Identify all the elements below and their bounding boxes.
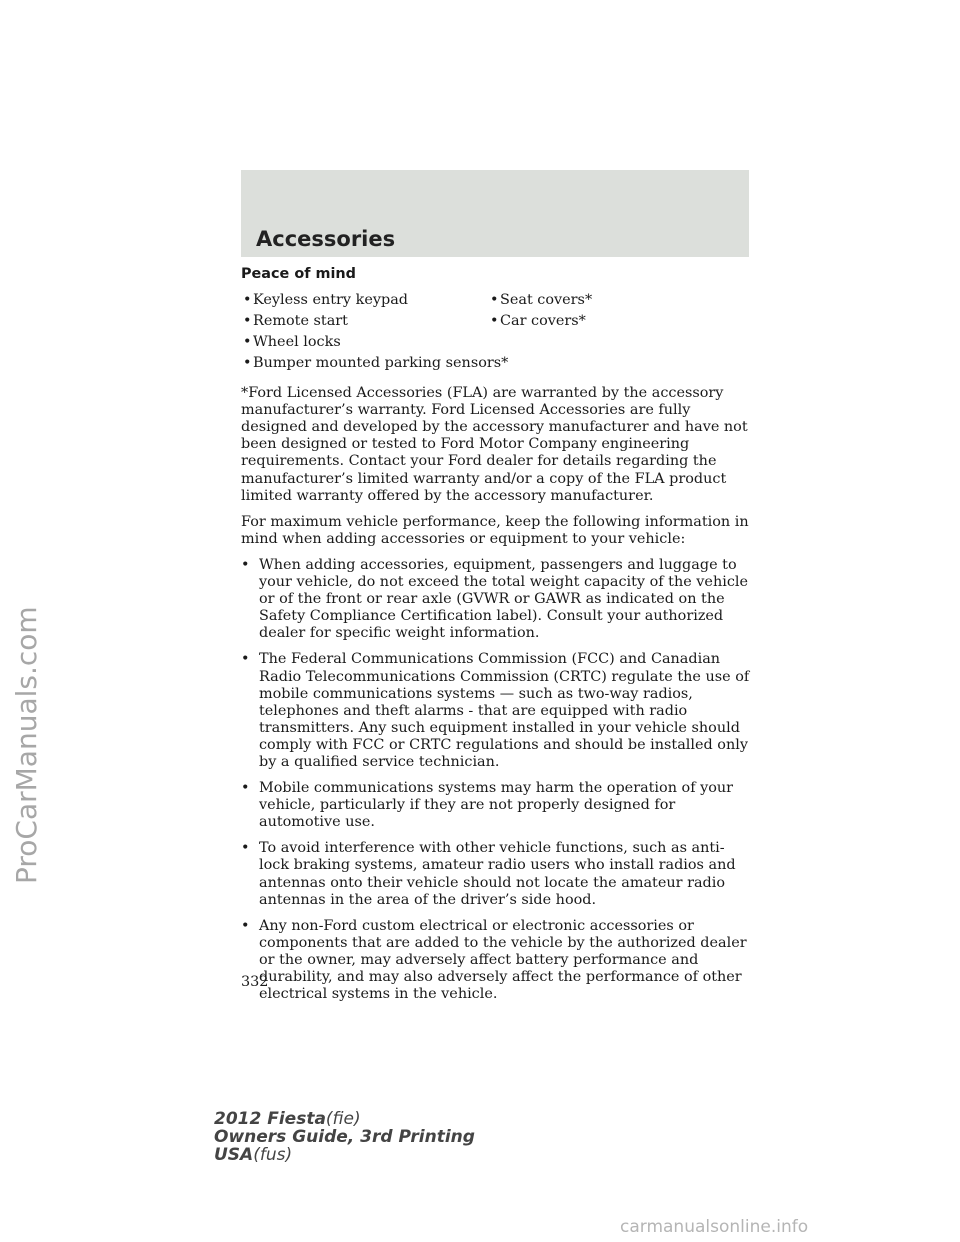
subheading: Peace of mind [241, 266, 356, 282]
page-content [241, 266, 751, 1012]
page-number: 332 [241, 974, 269, 990]
footer-guide: Owners Guide, 3rd Printing [214, 1127, 475, 1147]
list-item: • Bumper mounted parking sensors* [243, 355, 509, 372]
footer-market-code: (fus) [253, 1145, 293, 1165]
side-watermark: ProCarManuals.com [10, 606, 43, 884]
accessory-list [241, 292, 751, 385]
list-item: • Mobile communications systems may harm the operation of your vehicle, particularly if they are not properly designed for automotive use. [241, 780, 734, 831]
fla-warranty-paragraph: *Ford Licensed Accessories (FLA) are warranted by the accessory manufacturer’s warranty. Ford Licensed Accessories are fully designed and developed by the accessory manufacturer and have not been designed or tested to Ford Motor Company engineering requirements. Contact your Ford dealer for details regarding the manufacturer’s limited warranty and/or a copy of the FLA product limited warranty offered by the accessory manufacturer. [241, 385, 748, 504]
list-item: • To avoid interference with other vehicle functions, such as anti-lock braking systems, amateur radio users who install radios and antennas onto their vehicle should not locate the amateur radio antennas in the area of the driver’s side hood. [241, 840, 736, 908]
list-item: • When adding accessories, equipment, passengers and luggage to your vehicle, do not exceed the total weight capacity of the vehicle or of the front or rear axle (GVWR or GAWR as indicated on the Safety Compliance Certification label). Consult your authorized dealer for specific weight information. [241, 556, 748, 642]
performance-intro-paragraph: For maximum vehicle performance, keep the following information in mind when adding accessories or equipment to your vehicle: [241, 513, 749, 547]
list-item: • Keyless entry keypad [243, 292, 408, 309]
list-item: • Wheel locks [243, 334, 341, 351]
footer-publication-info [214, 1110, 475, 1164]
bottom-watermark: carmanualsonline.info [620, 1217, 809, 1237]
guidance-bullet-list [241, 557, 751, 1003]
list-item: • Car covers* [490, 313, 586, 330]
list-item: • Seat covers* [490, 292, 593, 309]
list-item: • Any non-Ford custom electrical or electronic accessories or components that are added to the vehicle by the authorized dealer or the owner, may adversely affect battery performance and durability, and may also adversely affect the performance of other electrical systems in the vehicle. [241, 917, 747, 1003]
footer-market: USA [214, 1145, 254, 1165]
list-item: • The Federal Communications Commission (FCC) and Canadian Radio Telecommunications Commission (CRTC) regulate the use of mobile communications systems — such as two-way radios, telephones and theft alarms - that are equipped with radio transmitters. Any such equipment installed in your vehicle should comply with FCC or CRTC regulations and should be installed only by a qualified service technician. [241, 651, 750, 770]
footer-model: 2012 Fiesta [214, 1109, 326, 1129]
footer-model-code: (fie) [325, 1109, 361, 1129]
list-item: • Remote start [243, 313, 348, 330]
section-title: Accessories [256, 227, 396, 251]
